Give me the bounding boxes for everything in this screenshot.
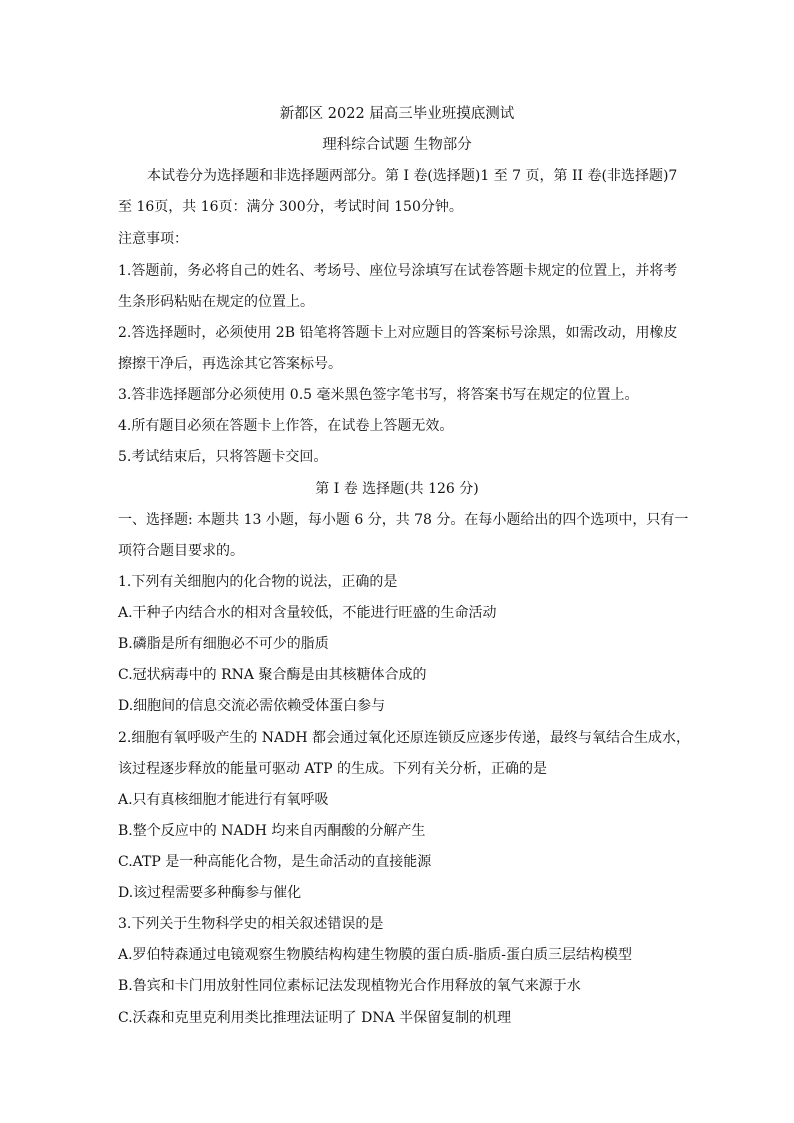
- question-option: C.ATP 是一种高能化合物，是生命活动的直接能源: [118, 854, 432, 870]
- section-title: 第 I 卷 选择题(共 126 分): [315, 481, 479, 497]
- question-option: B.鲁宾和卡门用放射性同位素标记法发现植物光合作用释放的氧气来源于水: [118, 978, 581, 994]
- notes-line: 3.答非选择题部分必须使用 0.5 毫米黑色签字笔书写，将答案书写在规定的位置上。: [118, 387, 639, 403]
- intro-line: 本试卷分为选择题和非选择题两部分。第 I 卷(选择题)1 至 7 页，第 II 卷(非选择题)7: [147, 168, 678, 184]
- question-option: B.整个反应中的 NADH 均来自丙酮酸的分解产生: [118, 823, 426, 839]
- question-stem: 2.细胞有氧呼吸产生的 NADH 都会通过氧化还原连锁反应逐步传递，最终与氧结合生成水，: [118, 730, 691, 746]
- notes-line: 2.答选择题时，必须使用 2B 铅笔将答题卡上对应题目的答案标号涂黑，如需改动，用橡皮: [118, 325, 678, 341]
- question-option: A.罗伯特森通过电镜观察生物膜结构构建生物膜的蛋白质-脂质-蛋白质三层结构模型: [118, 947, 633, 963]
- exam-title: 新都区 2022 届高三毕业班摸底测试: [279, 106, 515, 122]
- question-stem: 该过程逐步释放的能量可驱动 ATP 的生成。下列有关分析，正确的是: [118, 761, 548, 777]
- section-instruction: 项符合题目要求的。: [118, 543, 244, 559]
- exam-subtitle: 理科综合试题 生物部分: [322, 137, 472, 153]
- question-stem: 3.下列关于生物科学史的相关叙述错误的是: [118, 916, 384, 932]
- notes-line: 1.答题前，务必将自己的姓名、考场号、座位号涂填写在试卷答题卡规定的位置上，并将考: [118, 263, 678, 279]
- question-option: C.沃森和克里克利用类比推理法证明了 DNA 半保留复制的机理: [118, 1010, 512, 1026]
- question-option: A.干种子内结合水的相对含量较低，不能进行旺盛的生命活动: [118, 605, 497, 621]
- section-instruction: 一、选择题: 本题共 13 小题，每小题 6 分，共 78 分。在每小题给出的四个选项中，只有一: [118, 512, 689, 528]
- notes-line: 擦擦干净后，再选涂其它答案标号。: [118, 356, 342, 372]
- intro-line: 至 16页，共 16页：满分 300分，考试时间 150分钟。: [118, 199, 463, 215]
- notes-line: 4.所有题目必须在答题卡上作答，在试卷上答题无效。: [118, 418, 454, 434]
- notes-line: 5.考试结束后，只将答题卡交回。: [118, 449, 328, 465]
- question-option: B.磷脂是所有细胞必不可少的脂质: [118, 636, 329, 652]
- notes-line: 生条形码粘贴在规定的位置上。: [118, 294, 314, 310]
- question-stem: 1.下列有关细胞内的化合物的说法，正确的是: [118, 574, 398, 590]
- question-option: D.细胞间的信息交流必需依赖受体蛋白参与: [118, 698, 386, 714]
- notes-heading: 注意事项：: [118, 231, 188, 247]
- question-option: D.该过程需要多种酶参与催化: [118, 885, 302, 901]
- question-option: A.只有真核细胞才能进行有氧呼吸: [118, 792, 329, 808]
- question-option: C.冠状病毒中的 RNA 聚合酶是由其核糖体合成的: [118, 667, 427, 683]
